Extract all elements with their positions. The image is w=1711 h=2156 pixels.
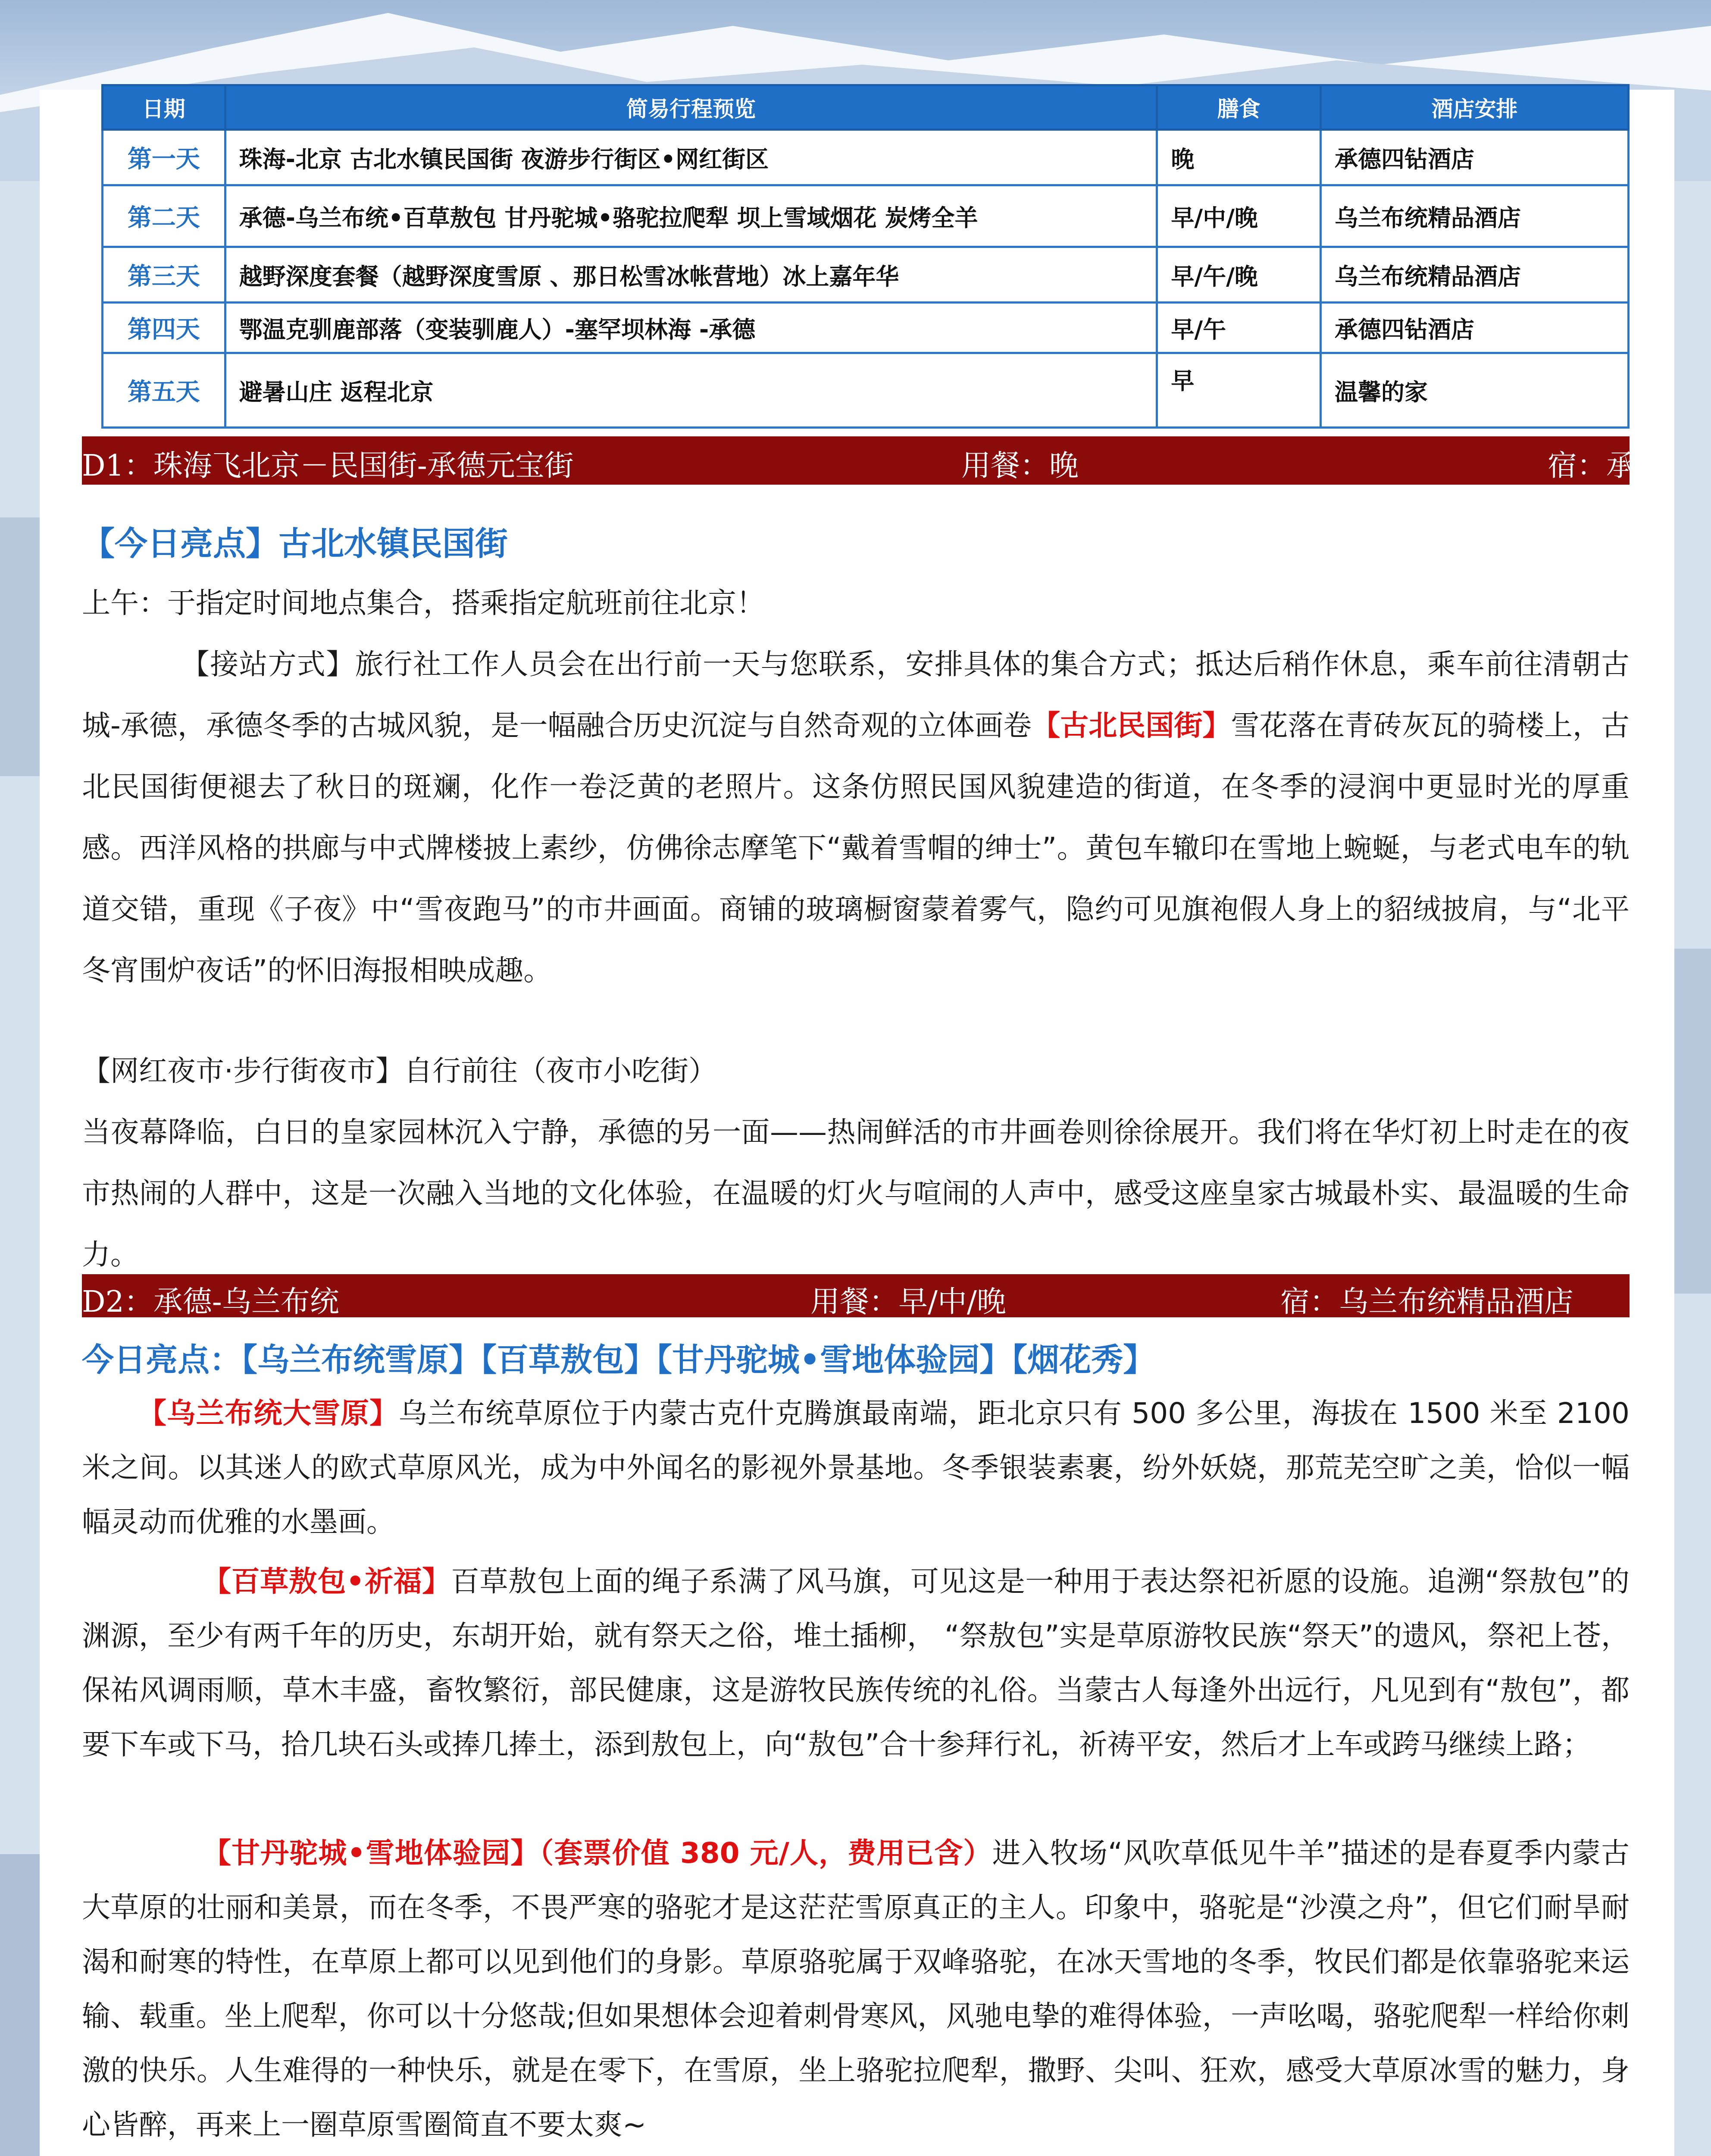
grassland-text: 乌兰布统草原位于内蒙古克什克腾旗最南端，距北京只有 500 多公里，海拔在 1500 米至 2100 米之间。以其迷人的欧式草原风光，成为中外闻名的影视外景基地。冬季银装素裹，纷外妖娆，那荒芜空旷之美，恰似一幅幅灵动而优雅的水墨画。 xyxy=(82,1397,1630,1539)
overview-cell: 避暑山庄 返程北京 xyxy=(225,353,1157,428)
day1-paragraph xyxy=(82,634,1630,1001)
hotel-cell: 乌兰布统精品酒店 xyxy=(1320,185,1628,247)
aobao-red-highlight: 【百草敖包•祈福】 xyxy=(203,1565,451,1598)
overview-cell: 越野深度套餐（越野深度雪原 、那日松雪冰帐营地）冰上嘉年华 xyxy=(225,247,1157,303)
grassland-red-highlight: 【乌兰布统大雪原】 xyxy=(138,1397,399,1430)
day2-paragraph-grassland xyxy=(82,1386,1630,1549)
hotel-cell: 温馨的家 xyxy=(1320,353,1628,428)
day2-meals: 用餐：早/中/晚 xyxy=(810,1285,1006,1319)
aobao-text: 百草敖包上面的绳子系满了风马旗，可见这是一种用于表达祭祀祈愿的设施。追溯“祭敖包”的渊源，至少有两千年的历史，东胡开始，就有祭天之俗，堆土插柳， “祭敖包”实是草原游牧民族“祭天”的遗风，祭祀上苍，保祐风调雨顺，草木丰盛，畜牧繁衍，部民健康，这是游牧民族传统的礼俗。当蒙古人每逢外出远行，凡见到有“敖包”，都要下车或下马，拾几块石头或捧几捧土，添到敖包上，向“敖包”合十参拜行礼，祈祷平安，然后才上车或跨马继续上路； xyxy=(82,1565,1630,1761)
day1-text-b: 雪花落在青砖灰瓦的骑楼上，古北民国街便褪去了秋日的斑斓，化作一卷泛黄的老照片。这条仿照民国风貌建造的街道，在冬季的浸润中更显时光的厚重感。西洋风格的拱廊与中式牌楼披上素纱，仿佛徐志摩笔下“戴着雪帽的绅士”。黄包车辙印在雪地上蜿蜒，与老式电车的轨道交错，重现《子夜》中“雪夜跑马”的市井画面。商铺的玻璃橱窗蒙着雾气，隐约可见旗袍假人身上的貂绒披肩，与“北平冬宵围炉夜话”的怀旧海报相映成趣。 xyxy=(82,709,1630,987)
meals-cell: 晚 xyxy=(1157,130,1321,185)
table-row xyxy=(103,130,1629,185)
table-row xyxy=(103,185,1629,247)
table-header-row xyxy=(103,85,1629,130)
meals-cell: 早/午/晚 xyxy=(1157,247,1321,303)
camel-red-highlight: 【甘丹驼城•雪地体验园】（套票价值 380 元/人，费用已含） xyxy=(203,1836,992,1870)
header-overview: 简易行程预览 xyxy=(225,85,1157,130)
day1-stay: 宿：承德 xyxy=(1548,449,1665,483)
night-market-title: 【网红夜市·步行街夜市】自行前往（夜市小吃街） xyxy=(82,1054,717,1087)
header-hotel: 酒店安排 xyxy=(1320,85,1628,130)
day-cell: 第五天 xyxy=(103,353,225,428)
day2-header-bar xyxy=(82,1274,1630,1317)
day-cell: 第三天 xyxy=(103,247,225,303)
meals-cell: 早 xyxy=(1157,353,1321,428)
hotel-cell: 承德四钻酒店 xyxy=(1320,130,1628,185)
hotel-cell: 承德四钻酒店 xyxy=(1320,303,1628,353)
day-cell: 第二天 xyxy=(103,185,225,247)
night-market-paragraph: 当夜幕降临，白日的皇家园林沉入宁静，承德的另一面——热闹鲜活的市井画卷则徐徐展开。我们将在华灯初上时走在的夜市热闹的人群中，这是一次融入当地的文化体验，在温暖的灯火与喧闹的人声中，感受这座皇家古城最朴实、最温暖的生命力。 xyxy=(82,1116,1630,1271)
table-row xyxy=(103,247,1629,303)
day1-header-bar xyxy=(82,436,1665,485)
table-row xyxy=(103,353,1629,428)
day1-meals: 用餐：晚 xyxy=(961,449,1079,483)
day-cell: 第一天 xyxy=(103,130,225,185)
day1-red-highlight: 【古北民国街】 xyxy=(1032,709,1231,742)
day2-route: D2：承德-乌兰布统 xyxy=(82,1285,339,1319)
header-meals: 膳食 xyxy=(1157,85,1321,130)
camel-text: 进入牧场“风吹草低见牛羊”描述的是春夏季内蒙古大草原的壮丽和美景，而在冬季，不畏严寒的骆驼才是这茫茫雪原真正的主人。印象中，骆驼是“沙漠之舟”，但它们耐旱耐渴和耐寒的特性，在草原上都可以见到他们的身影。草原骆驼属于双峰骆驼，在冰天雪地的冬季，牧民们都是依靠骆驼来运输、载重。坐上爬犁，你可以十分悠哉;但如果想体会迎着刺骨寒风，风驰电挚的难得体验，一声吆喝，骆驼爬犁一样给你刺激的快乐。人生难得的一种快乐，就是在零下，在雪原，坐上骆驼拉爬犁，撒野、尖叫、狂欢，感受大草原冰雪的魅力，身心皆醉，再来上一圈草原雪圈简直不要太爽~ xyxy=(82,1836,1630,2141)
day1-text-a: 【接站方式】旅行社工作人员会在出行前一天与您联系，安排具体的集合方式；抵达后稍作休息，乘车前往清朝古城-承德，承德冬季的古城风貌，是一幅融合历史沉淀与自然奇观的立体画卷 xyxy=(82,648,1630,742)
day1-highlight-title: 【今日亮点】古北水镇民国街 xyxy=(82,524,508,563)
header-date: 日期 xyxy=(103,85,225,130)
day1-route: D1：珠海飞北京－民国街-承德元宝街 xyxy=(82,449,574,483)
overview-cell: 鄂温克驯鹿部落（变装驯鹿人）-塞罕坝林海 -承德 xyxy=(225,303,1157,353)
hotel-cell: 乌兰布统精品酒店 xyxy=(1320,247,1628,303)
overview-cell: 承德-乌兰布统•百草敖包 甘丹驼城•骆驼拉爬犁 坝上雪域烟花 炭烤全羊 xyxy=(225,185,1157,247)
day1-morning: 上午：于指定时间地点集合，搭乘指定航班前往北京！ xyxy=(82,586,765,620)
meals-cell: 早/中/晚 xyxy=(1157,185,1321,247)
table-row xyxy=(103,303,1629,353)
day2-paragraph-camel xyxy=(82,1826,1630,2152)
overview-cell: 珠海-北京 古北水镇民国街 夜游步行街区•网红街区 xyxy=(225,130,1157,185)
day-cell: 第四天 xyxy=(103,303,225,353)
day2-paragraph-aobao xyxy=(82,1554,1630,1772)
day2-highlight-title: 今日亮点：【乌兰布统雪原】【百草敖包】【甘丹驼城•雪地体验园】【烟花秀】 xyxy=(82,1341,1155,1379)
itinerary-table xyxy=(101,84,1630,429)
meals-cell: 早/午 xyxy=(1157,303,1321,353)
day2-stay: 宿：乌兰布统精品酒店 xyxy=(1280,1285,1574,1319)
